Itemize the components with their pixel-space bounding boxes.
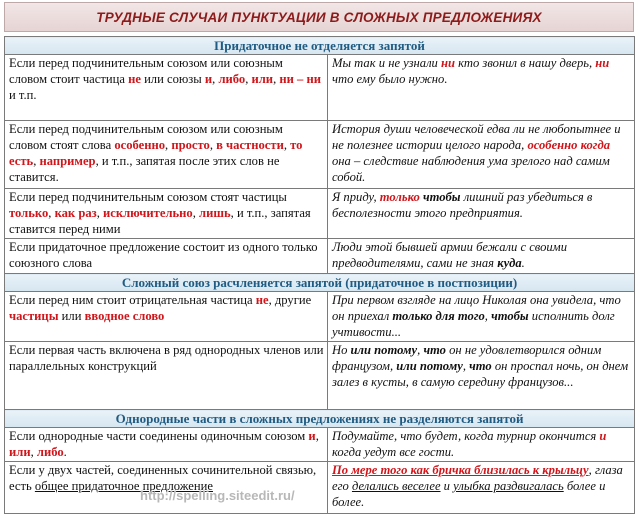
rule-cell: Если однородные части соединены одиночным союзом и, или, либо.: [5, 428, 328, 462]
section-heading: Однородные части в сложных предложениях не разделяются запятой: [5, 410, 635, 428]
table-row: [5, 342, 635, 410]
example-cell: Мы так и не узнали ни кто звонил в нашу дверь, ни что ему было нужно.: [328, 55, 635, 121]
rule-cell: Если перед ним стоит отрицательная частица не, другие частицы или вводное слово: [5, 292, 328, 342]
section-heading: Сложный союз расчленяется запятой (придаточное в постпозиции): [5, 274, 635, 292]
section-heading: Придаточное не отделяется запятой: [5, 37, 635, 55]
rule-cell: Если перед подчинительным союзом или союзным словом стоят слова особенно, просто, в частности, то есть, например, и т.п., запятая после этих слов не ставится.: [5, 121, 328, 189]
example-cell: История души человеческой едва ли не любопытнее и не полезнее истории целого народа, особенно когда она – следствие наблюдения ума зрелого над самим собой.: [328, 121, 635, 189]
rule-cell: Если перед подчинительным союзом или союзным словом стоит частица не или союзы и, либо, или, ни – ни и т.п.: [5, 55, 328, 121]
table-row: [5, 239, 635, 274]
table-row: [5, 189, 635, 239]
example-cell: Но или потому, что он не удовлетворился одним французом, или потому, что он проспал ночь, он днем залез в кусты, в самую середину французов...: [328, 342, 635, 410]
section-header-2: [5, 274, 635, 292]
example-cell: Люди этой бывшей армии бежали с своими предводителями, сами не зная куда.: [328, 239, 635, 274]
rule-cell: Если придаточное предложение состоит из одного только союзного слова: [5, 239, 328, 274]
table-row: [5, 292, 635, 342]
table-row: [5, 55, 635, 121]
rule-cell: Если первая часть включена в ряд однородных членов или параллельных конструкций: [5, 342, 328, 410]
example-cell: При первом взгляде на лицо Николая она увидела, что он приехал только для того, чтобы исполнить долг учтивости...: [328, 292, 635, 342]
rule-cell: Если у двух частей, соединенных сочинительной связью, есть общее придаточное предложение: [5, 462, 328, 514]
rule-cell: Если перед подчинительным союзом стоят частицы только, как раз, исключительно, лишь, и т.п., запятая ставится перед ними: [5, 189, 328, 239]
example-cell: По мере того как бричка близилась к крыльцу, глаза его делались веселее и улыбка раздвигалась более и более.: [328, 462, 635, 514]
example-cell: Я приду, только чтобы лишний раз убедиться в бесполезности этого предприятия.: [328, 189, 635, 239]
section-header-3: [5, 410, 635, 428]
example-cell: Подумайте, что будет, когда турнир окончится и когда уедут все гости.: [328, 428, 635, 462]
page-title: ТРУДНЫЕ СЛУЧАИ ПУНКТУАЦИИ В СЛОЖНЫХ ПРЕДЛОЖЕНИЯХ: [4, 2, 634, 32]
table-row: [5, 428, 635, 462]
table-row: [5, 121, 635, 189]
watermark-url: http://spelling.siteedit.ru/: [140, 488, 295, 503]
punctuation-table: [4, 36, 635, 514]
section-header-1: [5, 37, 635, 55]
